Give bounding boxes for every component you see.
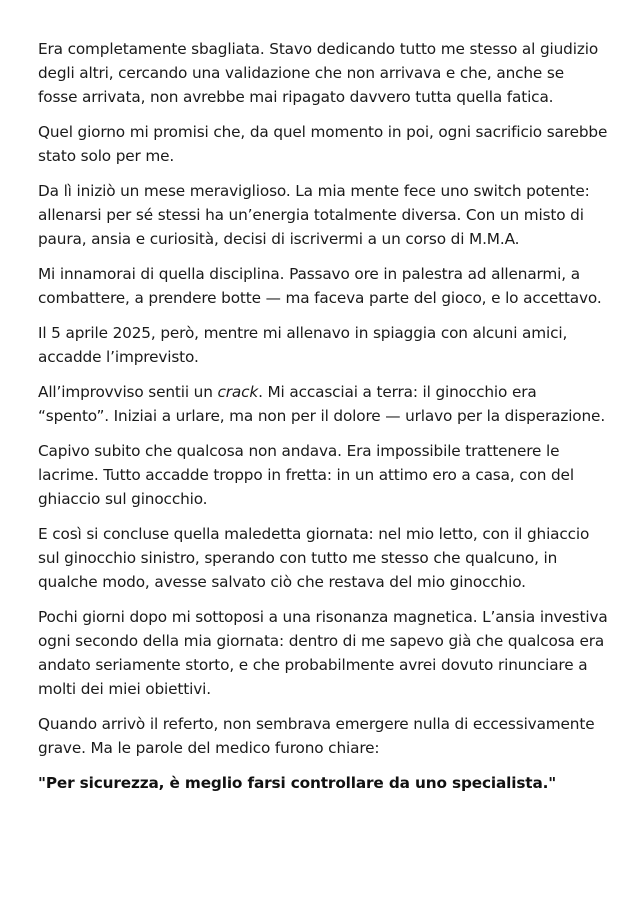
document-body bbox=[38, 37, 608, 806]
paragraph-mri: Pochi giorni dopo mi sottoposi a una risonanza magnetica. L’ansia investiva ogni secondo della mia giornata: dentro di me sapevo già che qualcosa era andato seriamente storto, e che probabilmente avrei dovuto rinunciare a molti dei miei obiettivi. bbox=[38, 608, 608, 698]
paragraph-april-date: Il 5 aprile 2025, però, mentre mi allenavo in spiaggia con alcuni amici, accadde l’imprevisto. bbox=[38, 324, 568, 366]
paragraph-report: Quando arrivò il referto, non sembrava emergere nulla di eccessivamente grave. Ma le parole del medico furono chiare: bbox=[38, 715, 595, 757]
paragraph-day-end: E così si concluse quella maledetta giornata: nel mio letto, con il ghiaccio sul ginocchio sinistro, sperando con tutto me stesso che qualcuno, in qualche modo, avesse salvato ciò che restava del mio ginocchio. bbox=[38, 525, 590, 591]
paragraph-discipline: Mi innamorai di quella disciplina. Passavo ore in palestra ad allenarmi, a combattere, a prendere botte — ma faceva parte del gioco, e lo accettavo. bbox=[38, 265, 602, 307]
paragraph-promise: Quel giorno mi promisi che, da quel momento in poi, ogni sacrificio sarebbe stato solo per me. bbox=[38, 123, 608, 165]
paragraph-wrong-approach: Era completamente sbagliata. Stavo dedicando tutto me stesso al giudizio degli altri, cercando una validazione che non arrivava e che, anche se fosse arrivata, non avrebbe mai ripagato davvero tutta quella fatica. bbox=[38, 40, 599, 106]
crack-text-before: All’improvviso sentii un bbox=[38, 383, 218, 401]
crack-text-after: . Mi accasciai a terra: il ginocchio era “spento”. Iniziai a urlare, ma non per il dolore — urlavo per la disperazione. bbox=[38, 383, 606, 425]
paragraph-mma-start: Da lì iniziò un mese meraviglioso. La mia mente fece uno switch potente: allenarsi per sé stessi ha un’energia totalmente diversa. Con un misto di paura, ansia e curiosità, decisi di iscrivermi a un corso di M.M.A. bbox=[38, 182, 590, 248]
crack-emphasis: crack bbox=[217, 383, 259, 401]
doctor-quote: "Per sicurezza, è meglio farsi controllare da uno specialista." bbox=[38, 774, 557, 792]
paragraph-tears: Capivo subito che qualcosa non andava. Era impossibile trattenere le lacrime. Tutto accadde troppo in fretta: in un attimo ero a casa, con del ghiaccio sul ginocchio. bbox=[38, 442, 574, 508]
paragraph-crack bbox=[38, 380, 608, 428]
